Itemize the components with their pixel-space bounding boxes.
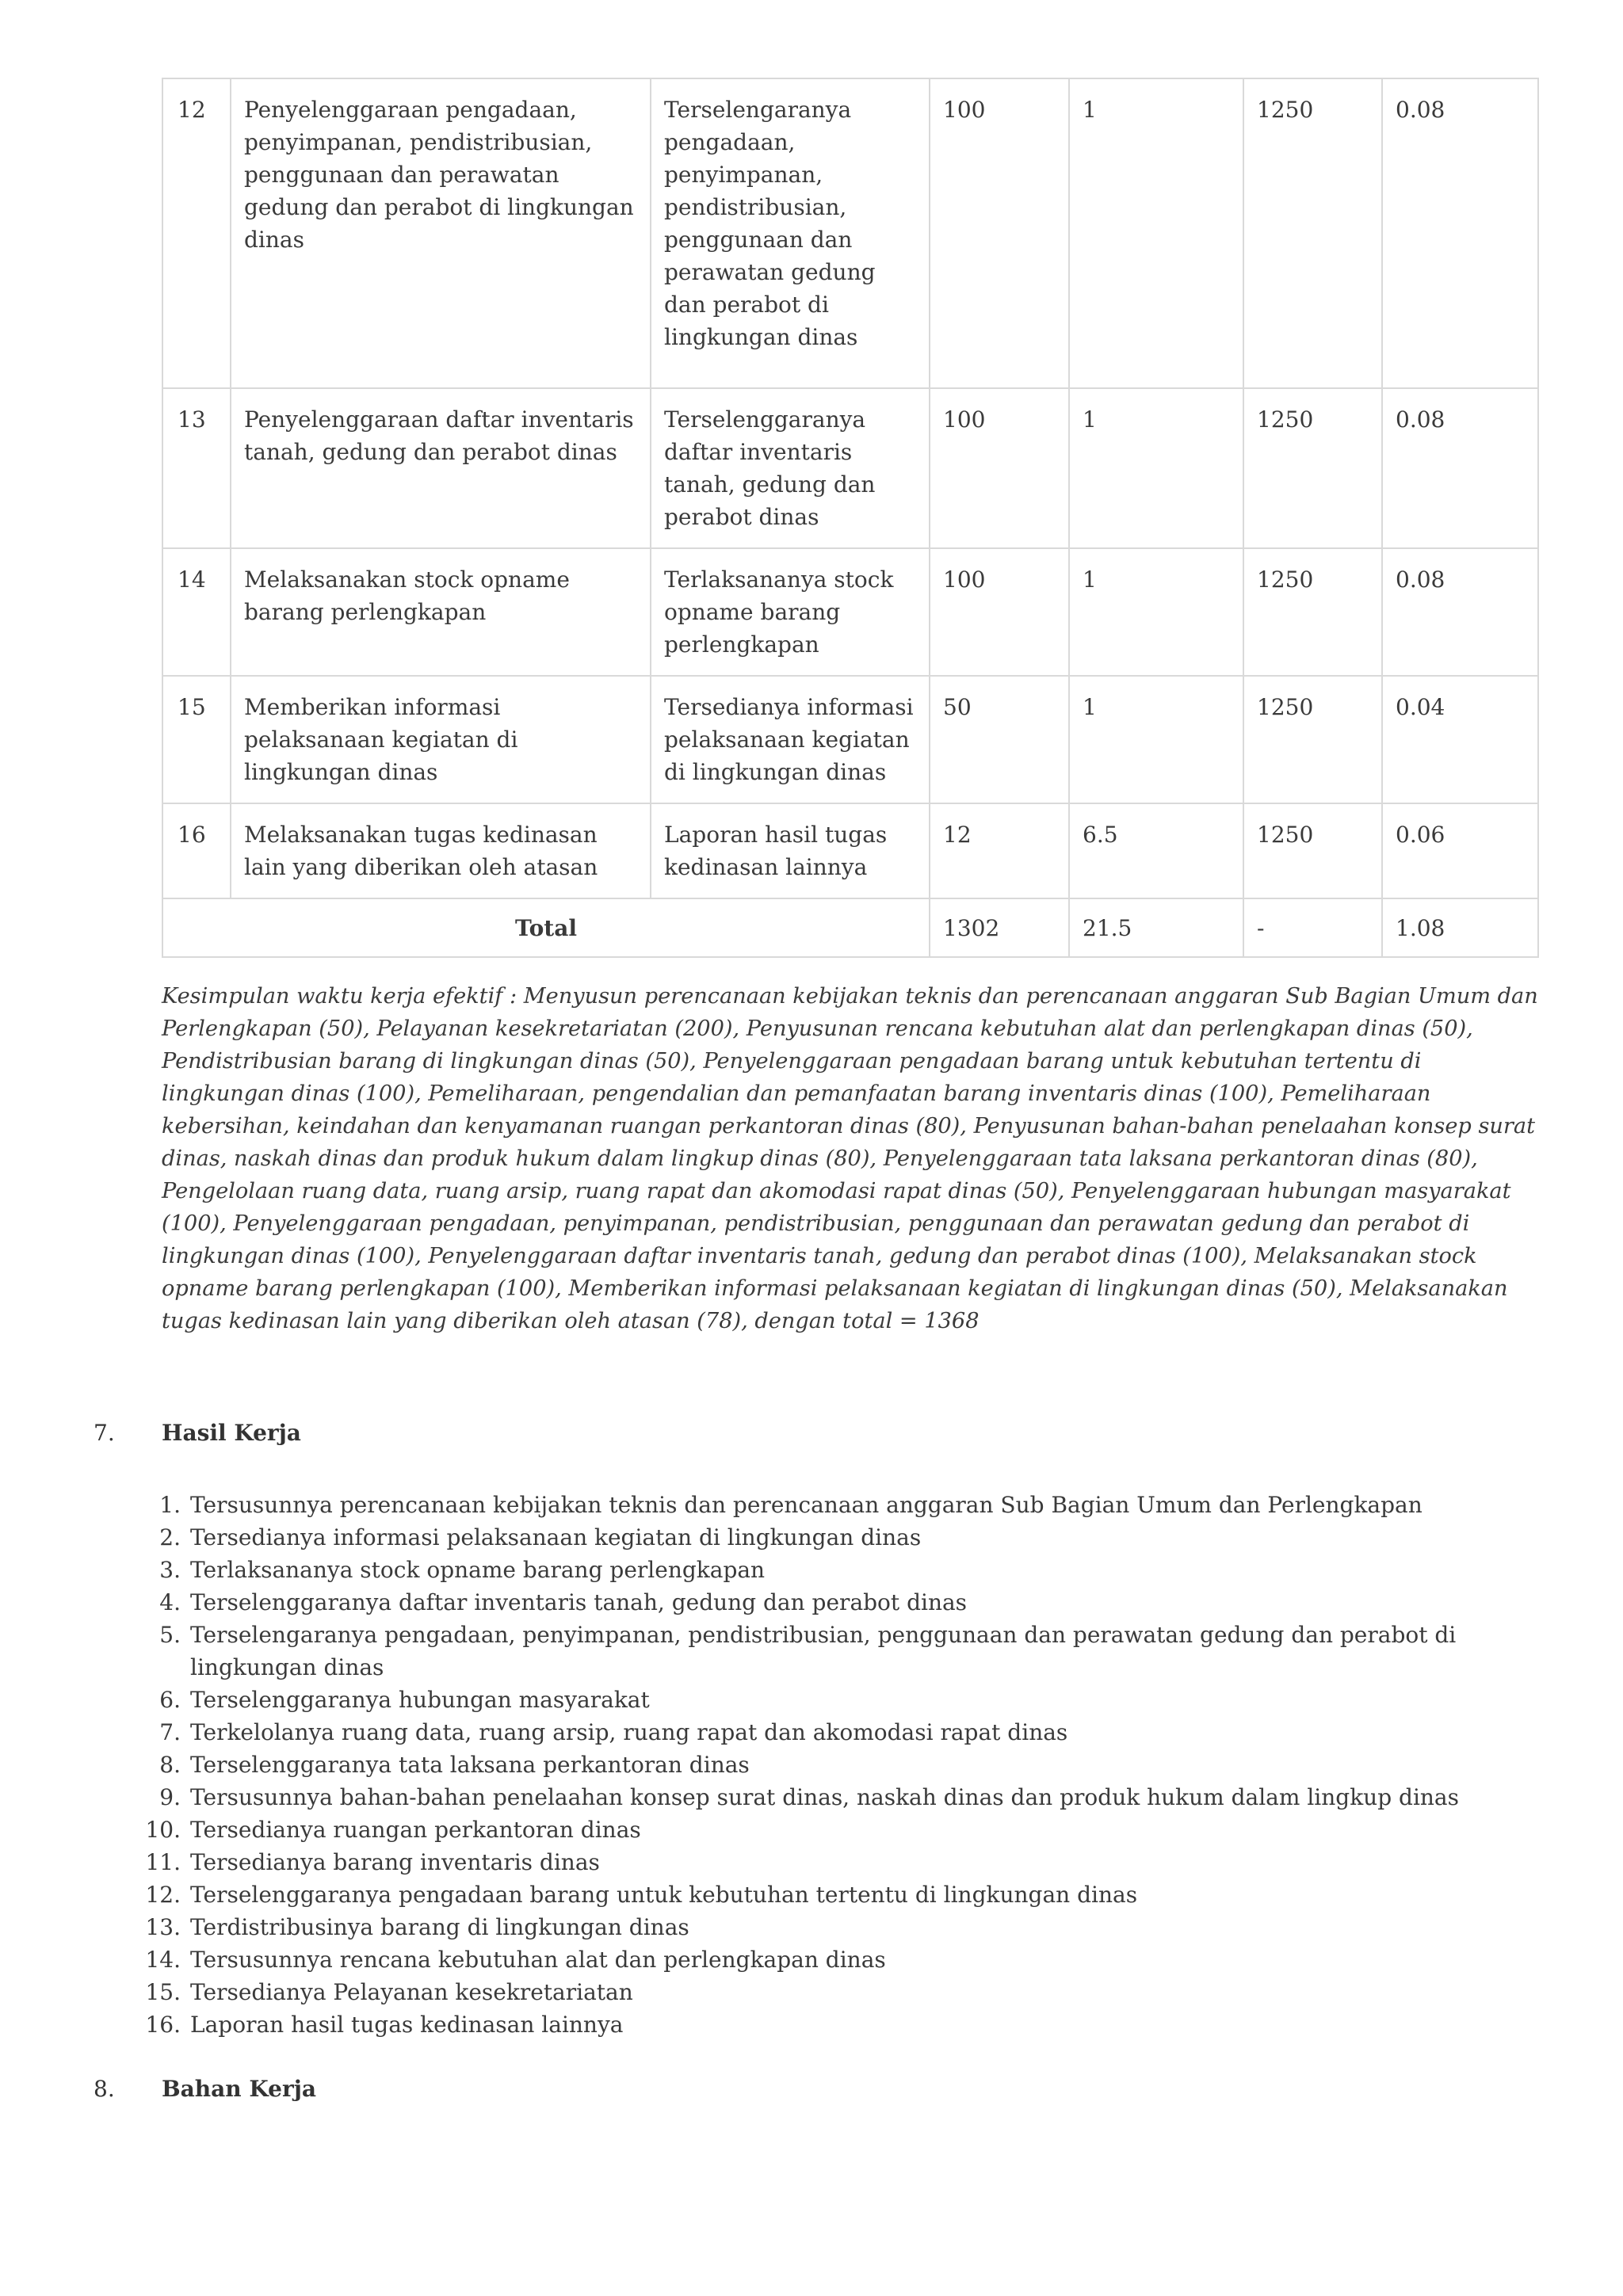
list-number: 2. bbox=[159, 1524, 181, 1550]
work-results-list bbox=[145, 1489, 1537, 2041]
value-cell: 1 bbox=[1069, 676, 1243, 803]
total-label: Total bbox=[162, 898, 930, 957]
row-number: 16 bbox=[162, 803, 231, 898]
list-item bbox=[145, 1943, 1537, 1976]
list-item-text: Terkelolanya ruang data, ruang arsip, ruang rapat dan akomodasi rapat dinas bbox=[190, 1719, 1068, 1745]
list-item bbox=[145, 1911, 1537, 1943]
activity-cell: Melaksanakan tugas kedinasan lain yang diberikan oleh atasan bbox=[231, 803, 651, 898]
list-item-text: Terselenggaranya pengadaan barang untuk kebutuhan tertentu di lingkungan dinas bbox=[190, 1882, 1138, 1908]
section-title: Hasil Kerja bbox=[162, 1420, 301, 1446]
section-number: 7. bbox=[94, 1420, 115, 1446]
list-item-text: Terselengaranya pengadaan, penyimpanan, pendistribusian, penggunaan dan perawatan gedung dan perabot di lingkungan dinas bbox=[190, 1622, 1457, 1680]
total-value: 21.5 bbox=[1069, 898, 1243, 957]
table-row bbox=[162, 78, 1538, 388]
list-number: 13. bbox=[145, 1914, 181, 1940]
total-value: 1302 bbox=[930, 898, 1069, 957]
row-number: 13 bbox=[162, 388, 231, 548]
output-cell: Tersedianya informasi pelaksanaan kegiatan di lingkungan dinas bbox=[651, 676, 930, 803]
table-row bbox=[162, 548, 1538, 676]
value-cell: 1250 bbox=[1243, 676, 1382, 803]
value-cell: 100 bbox=[930, 548, 1069, 676]
value-cell: 50 bbox=[930, 676, 1069, 803]
activity-cell: Memberikan informasi pelaksanaan kegiatan di lingkungan dinas bbox=[231, 676, 651, 803]
list-item-text: Tersedianya ruangan perkantoran dinas bbox=[190, 1817, 641, 1843]
list-item-text: Terlaksananya stock opname barang perlengkapan bbox=[190, 1557, 766, 1583]
list-number: 6. bbox=[159, 1687, 181, 1713]
list-number: 1. bbox=[159, 1492, 181, 1518]
list-item-text: Terselenggaranya hubungan masyarakat bbox=[190, 1687, 650, 1713]
value-cell: 0.06 bbox=[1382, 803, 1538, 898]
section-number: 8. bbox=[94, 2076, 115, 2102]
list-number: 16. bbox=[145, 2012, 181, 2038]
list-item bbox=[159, 1521, 1537, 1554]
list-number: 5. bbox=[159, 1622, 181, 1648]
total-value: - bbox=[1243, 898, 1382, 957]
value-cell: 100 bbox=[930, 388, 1069, 548]
list-item bbox=[159, 1749, 1537, 1781]
list-number: 15. bbox=[145, 1979, 181, 2005]
list-item bbox=[145, 2008, 1537, 2041]
list-number: 3. bbox=[159, 1557, 181, 1583]
value-cell: 1250 bbox=[1243, 78, 1382, 388]
output-cell: Terselengaranya pengadaan, penyimpanan, pendistribusian, penggunaan dan perawatan gedung dan perabot di lingkungan dinas bbox=[651, 78, 930, 388]
value-cell: 0.04 bbox=[1382, 676, 1538, 803]
list-item bbox=[159, 1684, 1537, 1716]
list-item bbox=[159, 1781, 1537, 1814]
value-cell: 1250 bbox=[1243, 803, 1382, 898]
list-item bbox=[145, 1846, 1537, 1878]
list-number: 12. bbox=[145, 1882, 181, 1908]
output-cell: Laporan hasil tugas kedinasan lainnya bbox=[651, 803, 930, 898]
list-item bbox=[159, 1489, 1537, 1521]
list-item bbox=[159, 1586, 1537, 1619]
list-item bbox=[159, 1619, 1537, 1684]
output-cell: Terlaksananya stock opname barang perlengkapan bbox=[651, 548, 930, 676]
list-item bbox=[159, 1554, 1537, 1586]
value-cell: 1250 bbox=[1243, 388, 1382, 548]
list-item bbox=[145, 1814, 1537, 1846]
list-item-text: Terdistribusinya barang di lingkungan dinas bbox=[190, 1914, 689, 1940]
list-item bbox=[159, 1716, 1537, 1749]
list-item bbox=[145, 1976, 1537, 2008]
list-item bbox=[145, 1878, 1537, 1911]
list-item-text: Laporan hasil tugas kedinasan lainnya bbox=[190, 2012, 624, 2038]
value-cell: 6.5 bbox=[1069, 803, 1243, 898]
value-cell: 1250 bbox=[1243, 548, 1382, 676]
list-number: 4. bbox=[159, 1589, 181, 1615]
total-value: 1.08 bbox=[1382, 898, 1538, 957]
value-cell: 0.08 bbox=[1382, 78, 1538, 388]
value-cell: 0.08 bbox=[1382, 388, 1538, 548]
output-cell: Terselenggaranya daftar inventaris tanah, gedung dan perabot dinas bbox=[651, 388, 930, 548]
section-title: Bahan Kerja bbox=[162, 2076, 316, 2102]
value-cell: 100 bbox=[930, 78, 1069, 388]
table-row bbox=[162, 388, 1538, 548]
value-cell: 1 bbox=[1069, 388, 1243, 548]
value-cell: 12 bbox=[930, 803, 1069, 898]
value-cell: 1 bbox=[1069, 78, 1243, 388]
activity-cell: Penyelenggaraan pengadaan, penyimpanan, pendistribusian, penggunaan dan perawatan gedung dan perabot di lingkungan dinas bbox=[231, 78, 651, 388]
list-item-text: Tersusunnya rencana kebutuhan alat dan perlengkapan dinas bbox=[190, 1947, 886, 1973]
value-cell: 0.08 bbox=[1382, 548, 1538, 676]
row-number: 14 bbox=[162, 548, 231, 676]
list-number: 9. bbox=[159, 1784, 181, 1810]
list-number: 8. bbox=[159, 1752, 181, 1778]
list-number: 10. bbox=[145, 1817, 181, 1843]
effective-work-time-conclusion: Kesimpulan waktu kerja efektif : Menyusun perencanaan kebijakan teknis dan perencanaan anggaran Sub Bagian Umum dan Perlengkapan (50), Pelayanan kesekretariatan (200), Penyusunan rencana kebutuhan alat dan perlengkapan dinas (50), Pendistribusian barang di lingkungan dinas (50), Penyelenggaraan pengadaan barang untuk kebutuhan tertentu di lingkungan dinas (100), Pemeliharaan, pengendalian dan pemanfaatan barang inventaris dinas (100), Pemeliharaan kebersihan, keindahan dan kenyamanan ruangan perkantoran dinas (80), Penyusunan bahan-bahan penelaahan konsep surat dinas, naskah dinas dan produk hukum dalam lingkup dinas (80), Penyelenggaraan tata laksana perkantoran dinas (80), Pengelolaan ruang data, ruang arsip, ruang rapat dan akomodasi rapat dinas (50), Penyelenggaraan hubungan masyarakat (100), Penyelenggaraan pengadaan, penyimpanan, pendistribusian, penggunaan dan perawatan gedung dan perabot di lingkungan dinas (100), Penyelenggaraan daftar inventaris tanah, gedung dan perabot dinas (100), Melaksanakan stock opname barang perlengkapan (100), Memberikan informasi pelaksanaan kegiatan di lingkungan dinas (50), Melaksanakan tugas kedinasan lain yang diberikan oleh atasan (78), dengan total = 1368 bbox=[162, 984, 1538, 1333]
list-item-text: Tersedianya barang inventaris dinas bbox=[190, 1849, 600, 1875]
table-row bbox=[162, 803, 1538, 898]
list-item-text: Tersedianya Pelayanan kesekretariatan bbox=[190, 1979, 633, 2005]
row-number: 15 bbox=[162, 676, 231, 803]
list-number: 7. bbox=[159, 1719, 181, 1745]
list-item-text: Terselenggaranya tata laksana perkantoran dinas bbox=[190, 1752, 750, 1778]
list-item-text: Terselenggaranya daftar inventaris tanah, gedung dan perabot dinas bbox=[190, 1589, 968, 1615]
activity-cell: Melaksanakan stock opname barang perlengkapan bbox=[231, 548, 651, 676]
table-row bbox=[162, 676, 1538, 803]
list-item-text: Tersusunnya bahan-bahan penelaahan konsep surat dinas, naskah dinas dan produk hukum dalam lingkup dinas bbox=[190, 1784, 1459, 1810]
list-number: 11. bbox=[145, 1849, 181, 1875]
value-cell: 1 bbox=[1069, 548, 1243, 676]
activity-cell: Penyelenggaraan daftar inventaris tanah, gedung dan perabot dinas bbox=[231, 388, 651, 548]
total-row bbox=[162, 898, 1538, 957]
list-item-text: Tersusunnya perencanaan kebijakan teknis dan perencanaan anggaran Sub Bagian Umum dan Perlengkapan bbox=[190, 1492, 1423, 1518]
list-number: 14. bbox=[145, 1947, 181, 1973]
row-number: 12 bbox=[162, 78, 231, 388]
list-item-text: Tersedianya informasi pelaksanaan kegiatan di lingkungan dinas bbox=[190, 1524, 922, 1550]
workload-table bbox=[162, 78, 1539, 958]
